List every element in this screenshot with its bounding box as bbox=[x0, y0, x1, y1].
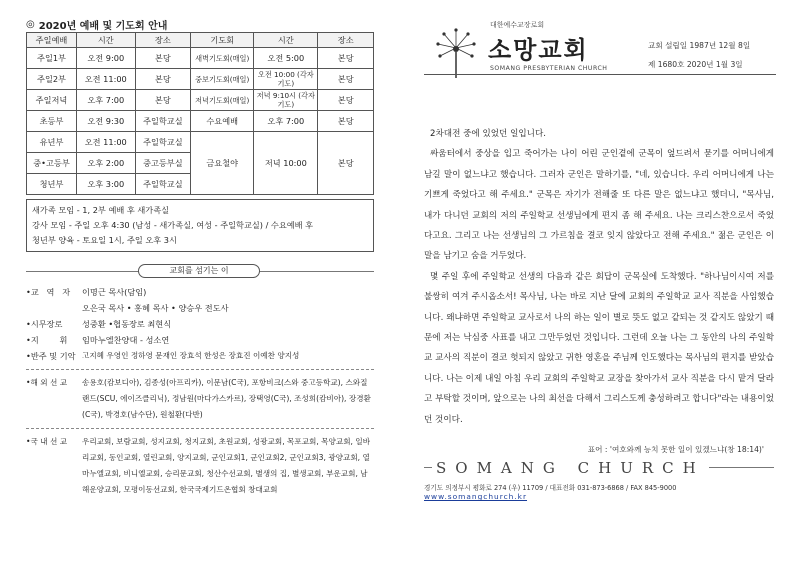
serve-heading bbox=[26, 264, 374, 278]
prayer-time: 오전 10:00 (각자기도) bbox=[254, 69, 318, 90]
prayer-name: 중보기도회(매일) bbox=[191, 69, 254, 90]
prayer-place: 본당 bbox=[318, 48, 374, 69]
meeting-line: 청년부 양육 - 토요일 1시, 주일 오후 3시 bbox=[32, 235, 177, 245]
prayer-time: 오전 5:00 bbox=[254, 48, 318, 69]
paragraph: 몇 주일 후에 주일학교 선생의 다음과 같은 회답이 군목실에 도착했다. "하나님이시여 저를 불쌍히 여겨 주시옵소서! 목사님, 나는 바로 지난 달에 교회의 주일학교 교사 직분을 사임했습니다. 왜냐하면 주일학교 교사로서 나의 하는 일이 별로 뜻도 없고 같되는 것 같지도 않았기 때문에 저는 낙심중 사표를 내고 그만두었던 것입니다. 그런데 오늘 나는 그 동안의 나의 주일학교 교사의 직분이 결코 헛되지 않았고 귀한 영혼을 주님께 인도했다는 목사님의 편지를 받았습니다. 나는 이제 내일 아침 우리 교회의 주일학교 교장을 찾아가서 교사 직분을 다시 맡겨 달라고 부탁할 것이며, 앞으로는 나의 최선을 다해서 그리스도께 충성하려고 합니다"라는 내용이었던 것이다. bbox=[424, 271, 774, 425]
missions-value: 송용호(캄보디아), 김종성(아프리카), 이문남(C국), 포항비크(스와 중고등학교), 스와질랜드(SCU, 에이즈클리닉), 정남원(마다가스카르), 장택영(C국), 조성희(캄비아), 장경환(C국), 박경호(남수단), 원철환(다반) bbox=[82, 378, 371, 419]
target-icon: ◎ bbox=[26, 18, 35, 30]
worship-place: 본당 bbox=[135, 48, 191, 69]
prayer-place: 본당 bbox=[318, 132, 374, 195]
prayer-place: 본당 bbox=[318, 69, 374, 90]
worship-place: 본당 bbox=[135, 90, 191, 111]
staff-value: 임마누엘찬양대 - 성소연 bbox=[82, 335, 170, 345]
table-row bbox=[27, 90, 374, 111]
staff-value: 오은국 목사 • 홍혜 목사 • 양승우 전도사 bbox=[82, 303, 229, 313]
meeting-line: 강사 모임 - 주일 오후 4:30 (남성 - 새가족실, 여성 - 주일학교실) / 수요예배 후 bbox=[32, 220, 314, 230]
divider bbox=[26, 428, 374, 429]
prayer-name: 금요철야 bbox=[191, 132, 254, 195]
church-name: 소망교회 bbox=[488, 36, 589, 64]
prayer-name: 수요예배 bbox=[191, 111, 254, 132]
table-row bbox=[27, 48, 374, 69]
schedule-table bbox=[26, 32, 374, 195]
worship-time: 오전 9:00 bbox=[77, 48, 136, 69]
list-item bbox=[26, 316, 374, 332]
staff-label: •반주 및 기악 bbox=[26, 351, 76, 361]
missions-label: •국 내 선 교 bbox=[26, 437, 68, 446]
dandelion-logo-icon bbox=[434, 28, 478, 78]
worship-time: 오전 11:00 bbox=[77, 132, 136, 153]
church-website-link[interactable]: www.somangchurch.kr bbox=[424, 492, 528, 502]
header-cell: 주일예배 bbox=[27, 33, 77, 48]
left-panel bbox=[26, 16, 374, 498]
meetings-box bbox=[26, 199, 374, 252]
worship-name: 중•고등부 bbox=[27, 153, 77, 174]
prayer-name: 새벽기도회(매일) bbox=[191, 48, 254, 69]
table-row bbox=[27, 69, 374, 90]
foreign-missions bbox=[26, 375, 374, 423]
header-cell: 시간 bbox=[77, 33, 136, 48]
prayer-place: 본당 bbox=[318, 111, 374, 132]
article-body bbox=[424, 124, 774, 430]
list-item bbox=[26, 332, 374, 348]
staff-value: 고지혜 우영인 정하영 문재인 장효석 한성은 장효진 이예찬 양지성 bbox=[82, 351, 300, 360]
header-cell: 시간 bbox=[254, 33, 318, 48]
divider bbox=[424, 74, 776, 75]
worship-time: 오전 11:00 bbox=[77, 69, 136, 90]
founded-date: 교회 설립일 1987년 12월 8일 bbox=[648, 41, 751, 50]
header-cell: 장소 bbox=[318, 33, 374, 48]
staff-label: •지 휘 bbox=[26, 335, 68, 345]
schedule-title: 2020년 예배 및 기도회 안내 bbox=[38, 20, 168, 32]
worship-time: 오후 7:00 bbox=[77, 90, 136, 111]
staff-list bbox=[26, 284, 374, 364]
worship-name: 청년부 bbox=[27, 174, 77, 195]
church-address: 경기도 의정부시 평화로 274 (우) 11709 / 대표전화 031-873-6868 / FAX 845-9000 bbox=[424, 484, 677, 493]
meeting-line: 새가족 모임 - 1, 2부 예배 후 새가족실 bbox=[32, 205, 170, 215]
list-item bbox=[26, 348, 374, 364]
table-row bbox=[27, 111, 374, 132]
missions-value: 우리교회, 보람교회, 성지교회, 청지교회, 초원교회, 성광교회, 목포교회, 목양교회, 일바리교회, 동인교회, 열린교회, 양지교회, 군인교회1, 군인교회2, 군인교회3, 광양교회, 열마누엘교회, 비니엘교회, 승리문교회, 청산수선교회, 별생의 집, 별생교회, 부운교회, 남해운양교회, 모평이동선교회, 한국국제기드온협회 창대교회 bbox=[82, 437, 371, 494]
staff-value: 이명근 목사(담임) bbox=[82, 287, 147, 297]
schedule-heading bbox=[26, 16, 374, 32]
prayer-name: 저녁기도회(매일) bbox=[191, 90, 254, 111]
staff-label: •시무장로 bbox=[26, 319, 63, 329]
worship-time: 오전 9:30 bbox=[77, 111, 136, 132]
list-item bbox=[26, 284, 374, 300]
table-row bbox=[27, 132, 374, 153]
divider bbox=[26, 369, 374, 370]
staff-label bbox=[26, 300, 82, 316]
right-panel bbox=[424, 14, 774, 501]
denomination-name: 대한예수교장로회 bbox=[490, 21, 545, 29]
list-item bbox=[26, 300, 374, 316]
worship-place: 주일학교실 bbox=[135, 174, 191, 195]
prayer-time: 저녁 10:00 bbox=[254, 132, 318, 195]
brand-footer bbox=[424, 459, 774, 478]
motto-caption: 표어 : '여호와께 능치 못한 일이 있겠느냐(창 18:14)' bbox=[587, 445, 764, 455]
staff-label: •교 역 자 bbox=[26, 287, 71, 297]
domestic-missions bbox=[26, 434, 374, 498]
staff-value: 성중환 •협동장로 최현식 bbox=[82, 319, 172, 329]
worship-name: 주일1부 bbox=[27, 48, 77, 69]
worship-time: 오후 3:00 bbox=[77, 174, 136, 195]
worship-name: 유년부 bbox=[27, 132, 77, 153]
worship-name: 주일2부 bbox=[27, 69, 77, 90]
worship-name: 초등부 bbox=[27, 111, 77, 132]
prayer-time: 저녁 9:10시 (각자기도) bbox=[254, 90, 318, 111]
issue-info: 제 1680호 2020년 1월 3일 bbox=[648, 60, 743, 69]
church-name-en: SOMANG PRESBYTERIAN CHURCH bbox=[490, 65, 608, 72]
brand-name: SOMANG CHURCH bbox=[432, 459, 709, 477]
worship-place: 중고등부실 bbox=[135, 153, 191, 174]
table-header-row bbox=[27, 33, 374, 48]
missions-label: •해 외 선 교 bbox=[26, 378, 68, 387]
serve-title: 교회를 섬기는 이 bbox=[138, 264, 260, 278]
church-header bbox=[424, 14, 774, 92]
paragraph: 싸움터에서 중상을 입고 죽어가는 나이 어린 군인곁에 군목이 엎드려서 묻기를 어머니에게 남길 말이 없느냐고 했습니다. 그러자 군인은 말하기를, "네, 있습니다. 우리 어머니에게 나는 기쁘게 죽었다고 해 주세요." 군목은 자기가 전해줄 또 다른 말은 없느냐고 했더니, "목사님, 내가 다니던 교회의 저의 주일학교 선생님에게 편지 좀 해 주세요. 나는 크리스찬으로서 죽었다고요. 그리고 나는 선생님의 그 가르침을 결코 잊지 않았다고 전해 주세요." 젊은 군인은 이 말을 남기고 숨을 거두었다. bbox=[424, 149, 774, 262]
worship-time: 오후 2:00 bbox=[77, 153, 136, 174]
worship-name: 주일저녁 bbox=[27, 90, 77, 111]
prayer-place: 본당 bbox=[318, 90, 374, 111]
worship-place: 주일학교실 bbox=[135, 132, 191, 153]
header-cell: 장소 bbox=[135, 33, 191, 48]
worship-place: 주일학교실 bbox=[135, 111, 191, 132]
prayer-time: 오후 7:00 bbox=[254, 111, 318, 132]
paragraph: 2차대전 중에 있었던 일입니다. bbox=[430, 129, 547, 139]
worship-place: 본당 bbox=[135, 69, 191, 90]
header-cell: 기도회 bbox=[191, 33, 254, 48]
